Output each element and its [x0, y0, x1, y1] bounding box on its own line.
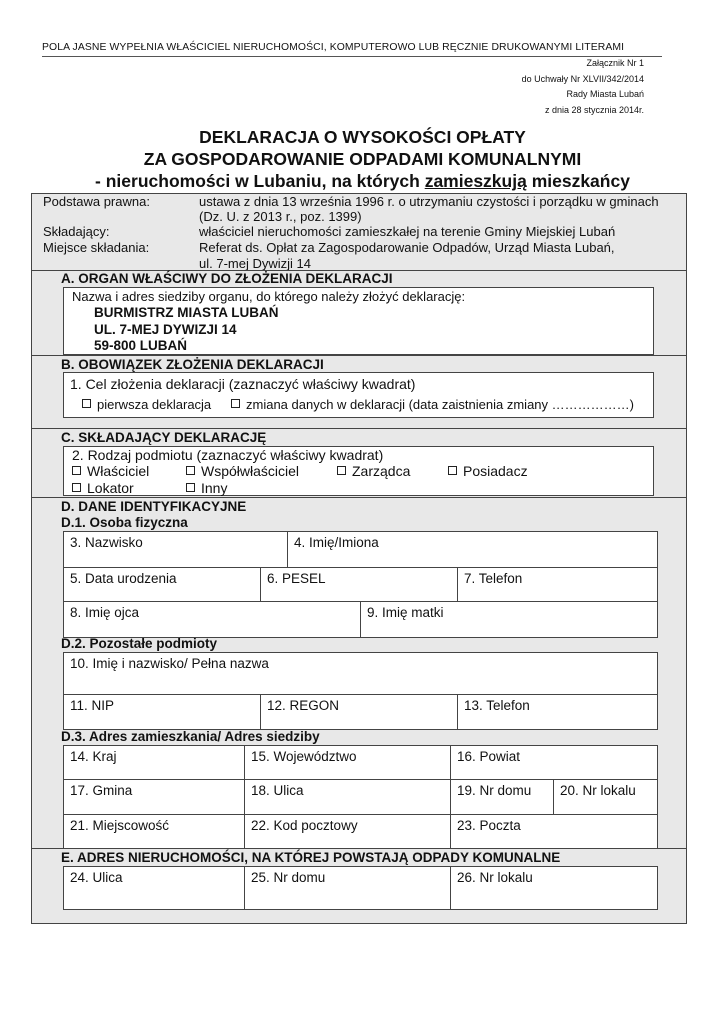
- section-divider: [32, 428, 686, 429]
- title-line-3-post: mieszkańcy: [526, 171, 630, 191]
- house-number-label: 19. Nr domu: [457, 783, 532, 798]
- submission-place-address: ul. 7-mej Dywizji 14: [199, 256, 311, 271]
- annex-number: Załącznik Nr 1: [586, 58, 644, 68]
- natural-person-grid: [63, 531, 658, 638]
- locality-label: 21. Miejscowość: [70, 818, 170, 833]
- section-divider: [32, 497, 686, 498]
- section-b-heading: B. OBOWIĄZEK ZŁOŻENIA DEKLARACJI: [61, 357, 324, 372]
- apartment-number-field[interactable]: [554, 780, 657, 814]
- postal-code-label: 22. Kod pocztowy: [251, 818, 358, 833]
- mother-name-field[interactable]: [361, 602, 657, 637]
- county-label: 16. Powiat: [457, 749, 521, 764]
- entity-phone-field[interactable]: [458, 695, 657, 729]
- checkbox-square-icon[interactable]: [231, 399, 240, 408]
- address-grid: [63, 745, 658, 849]
- pesel-label: 6. PESEL: [267, 571, 326, 586]
- fill-instruction-note: POLA JASNE WYPEŁNIA WŁAŚCICIEL NIERUCHOMOŚCI, KOMPUTEROWO LUB RĘCZNIE DRUKOWANYMI LITERAMI: [42, 42, 625, 53]
- property-house-number-field[interactable]: [245, 867, 451, 909]
- authority-label: Nazwa i adres siedziby organu, do którego należy złożyć deklarację:: [72, 289, 466, 304]
- section-d-heading: D. DANE IDENTYFIKACYJNE: [61, 499, 247, 514]
- section-divider: [32, 355, 686, 356]
- property-address-grid: [63, 866, 658, 910]
- apartment-number-label: 20. Nr lokalu: [560, 783, 636, 798]
- municipality-field[interactable]: [64, 780, 245, 814]
- title-line-1: DEKLARACJA O WYSOKOŚCI OPŁATY: [199, 127, 526, 147]
- annex-date: z dnia 28 stycznia 2014r.: [544, 105, 644, 115]
- title-line-3-underlined: zamieszkują: [424, 171, 527, 191]
- other-option[interactable]: [186, 480, 227, 496]
- full-name-field[interactable]: [64, 653, 657, 694]
- manager-label: Zarządca: [352, 463, 411, 479]
- table-row: [64, 695, 657, 729]
- co-owner-label: Współwłaściciel: [201, 463, 300, 479]
- annex-council: Rady Miasta Lubań: [566, 89, 644, 99]
- other-entities-grid: [63, 652, 658, 730]
- annex-resolution: do Uchwały Nr XLVII/342/2014: [521, 74, 644, 84]
- street-field[interactable]: [245, 780, 451, 814]
- house-number-field[interactable]: [451, 780, 554, 814]
- legal-basis-journal: (Dz. U. z 2013 r., poz. 1399): [199, 209, 362, 224]
- nip-field[interactable]: [64, 695, 261, 729]
- father-name-label: 8. Imię ojca: [70, 605, 140, 620]
- table-row: [64, 815, 657, 848]
- regon-label: 12. REGON: [267, 698, 340, 713]
- post-office-field[interactable]: [451, 815, 657, 848]
- voivodeship-field[interactable]: [245, 746, 451, 779]
- owner-option[interactable]: [72, 463, 149, 479]
- submitter-value: właściciel nieruchomości zamieszkałej na terenie Gminy Miejskiej Lubań: [199, 224, 616, 239]
- data-change-label: zmiana danych w deklaracji (data zaistnienia zmiany ………………): [246, 397, 634, 412]
- property-street-field[interactable]: [64, 867, 245, 909]
- section-a-heading: A. ORGAN WŁAŚCIWY DO ZŁOŻENIA DEKLARACJI: [61, 271, 393, 286]
- table-row: [64, 602, 657, 637]
- other-entities-subheading: D.2. Pozostałe podmioty: [61, 636, 218, 651]
- submission-place-label: Miejsce składania:: [43, 240, 150, 255]
- nip-label: 11. NIP: [70, 698, 115, 713]
- surname-label: 3. Nazwisko: [70, 535, 143, 550]
- first-declaration-label: pierwsza deklaracja: [97, 397, 212, 412]
- authority-postcode: 59-800 LUBAŃ: [94, 338, 188, 353]
- phone-label: 7. Telefon: [464, 571, 523, 586]
- first-name-field[interactable]: [288, 532, 657, 567]
- property-house-number-label: 25. Nr domu: [251, 870, 326, 885]
- checkbox-square-icon[interactable]: [72, 483, 81, 492]
- mother-name-label: 9. Imię matki: [367, 605, 444, 620]
- holder-option[interactable]: [448, 463, 528, 479]
- table-row: [64, 568, 657, 602]
- tenant-label: Lokator: [87, 480, 134, 496]
- purpose-label: 1. Cel złożenia deklaracji (zaznaczyć właściwy kwadrat): [70, 376, 416, 392]
- owner-label: Właściciel: [87, 463, 150, 479]
- header-divider: [42, 56, 662, 57]
- legal-basis-label: Podstawa prawna:: [43, 194, 150, 209]
- checkbox-square-icon[interactable]: [72, 466, 81, 475]
- regon-field[interactable]: [261, 695, 458, 729]
- street-label: 18. Ulica: [251, 783, 304, 798]
- manager-option[interactable]: [337, 463, 410, 479]
- submission-place-value: Referat ds. Opłat za Zagospodarowanie Odpadów, Urząd Miasta Lubań,: [199, 240, 615, 255]
- other-label: Inny: [201, 480, 228, 496]
- table-row: [64, 653, 657, 695]
- authority-name: BURMISTRZ MIASTA LUBAŃ: [94, 305, 279, 320]
- declaration-form: [31, 193, 687, 924]
- co-owner-option[interactable]: [186, 463, 299, 479]
- table-row: [64, 867, 657, 909]
- submitter-label: Składający:: [43, 224, 110, 239]
- property-apartment-number-field[interactable]: [451, 867, 657, 909]
- birth-date-label: 5. Data urodzenia: [70, 571, 177, 586]
- checkbox-square-icon[interactable]: [448, 466, 457, 475]
- table-row: [64, 746, 657, 780]
- checkbox-square-icon[interactable]: [82, 399, 91, 408]
- section-divider: [32, 848, 686, 849]
- checkbox-square-icon[interactable]: [337, 466, 346, 475]
- authority-box: [63, 287, 654, 355]
- entity-phone-label: 13. Telefon: [464, 698, 530, 713]
- county-field[interactable]: [451, 746, 657, 779]
- tenant-option[interactable]: [72, 480, 134, 496]
- first-name-label: 4. Imię/Imiona: [294, 535, 379, 550]
- full-name-label: 10. Imię i nazwisko/ Pełna nazwa: [70, 656, 269, 671]
- voivodeship-label: 15. Województwo: [251, 749, 357, 764]
- pesel-field[interactable]: [261, 568, 458, 601]
- post-office-label: 23. Poczta: [457, 818, 521, 833]
- country-field[interactable]: [64, 746, 245, 779]
- address-subheading: D.3. Adres zamieszkania/ Adres siedziby: [61, 729, 320, 744]
- natural-person-subheading: D.1. Osoba fizyczna: [61, 515, 188, 530]
- first-declaration-option[interactable]: [82, 397, 211, 412]
- locality-field[interactable]: [64, 815, 245, 848]
- father-name-field[interactable]: [64, 602, 361, 637]
- checkbox-square-icon[interactable]: [186, 483, 195, 492]
- property-apartment-number-label: 26. Nr lokalu: [457, 870, 533, 885]
- purpose-box: [63, 372, 654, 418]
- birth-date-field[interactable]: [64, 568, 261, 601]
- postal-code-field[interactable]: [245, 815, 451, 848]
- entity-type-label: 2. Rodzaj podmiotu (zaznaczyć właściwy kwadrat): [72, 447, 384, 463]
- title-line-2: ZA GOSPODAROWANIE ODPADAMI KOMUNALNYMI: [143, 149, 582, 169]
- checkbox-square-icon[interactable]: [186, 466, 195, 475]
- surname-field[interactable]: [64, 532, 288, 567]
- holder-label: Posiadacz: [463, 463, 528, 479]
- entity-type-box: [63, 446, 654, 496]
- table-row: [64, 780, 657, 815]
- legal-basis-value: ustawa z dnia 13 września 1996 r. o utrzymaniu czystości i porządku w gminach: [199, 194, 659, 209]
- title-line-3: [0, 171, 725, 192]
- data-change-option[interactable]: [231, 397, 634, 412]
- section-c-heading: C. SKŁADAJĄCY DEKLARACJĘ: [61, 430, 267, 445]
- phone-field[interactable]: [458, 568, 657, 601]
- table-row: [64, 532, 657, 568]
- title-line-3-pre: - nieruchomości w Lubaniu, na których: [95, 171, 425, 191]
- municipality-label: 17. Gmina: [70, 783, 133, 798]
- section-e-heading: E. ADRES NIERUCHOMOŚCI, NA KTÓREJ POWSTAJĄ ODPADY KOMUNALNE: [61, 850, 561, 865]
- authority-street: UL. 7-MEJ DYWIZJI 14: [94, 322, 237, 337]
- property-street-label: 24. Ulica: [70, 870, 123, 885]
- country-label: 14. Kraj: [70, 749, 117, 764]
